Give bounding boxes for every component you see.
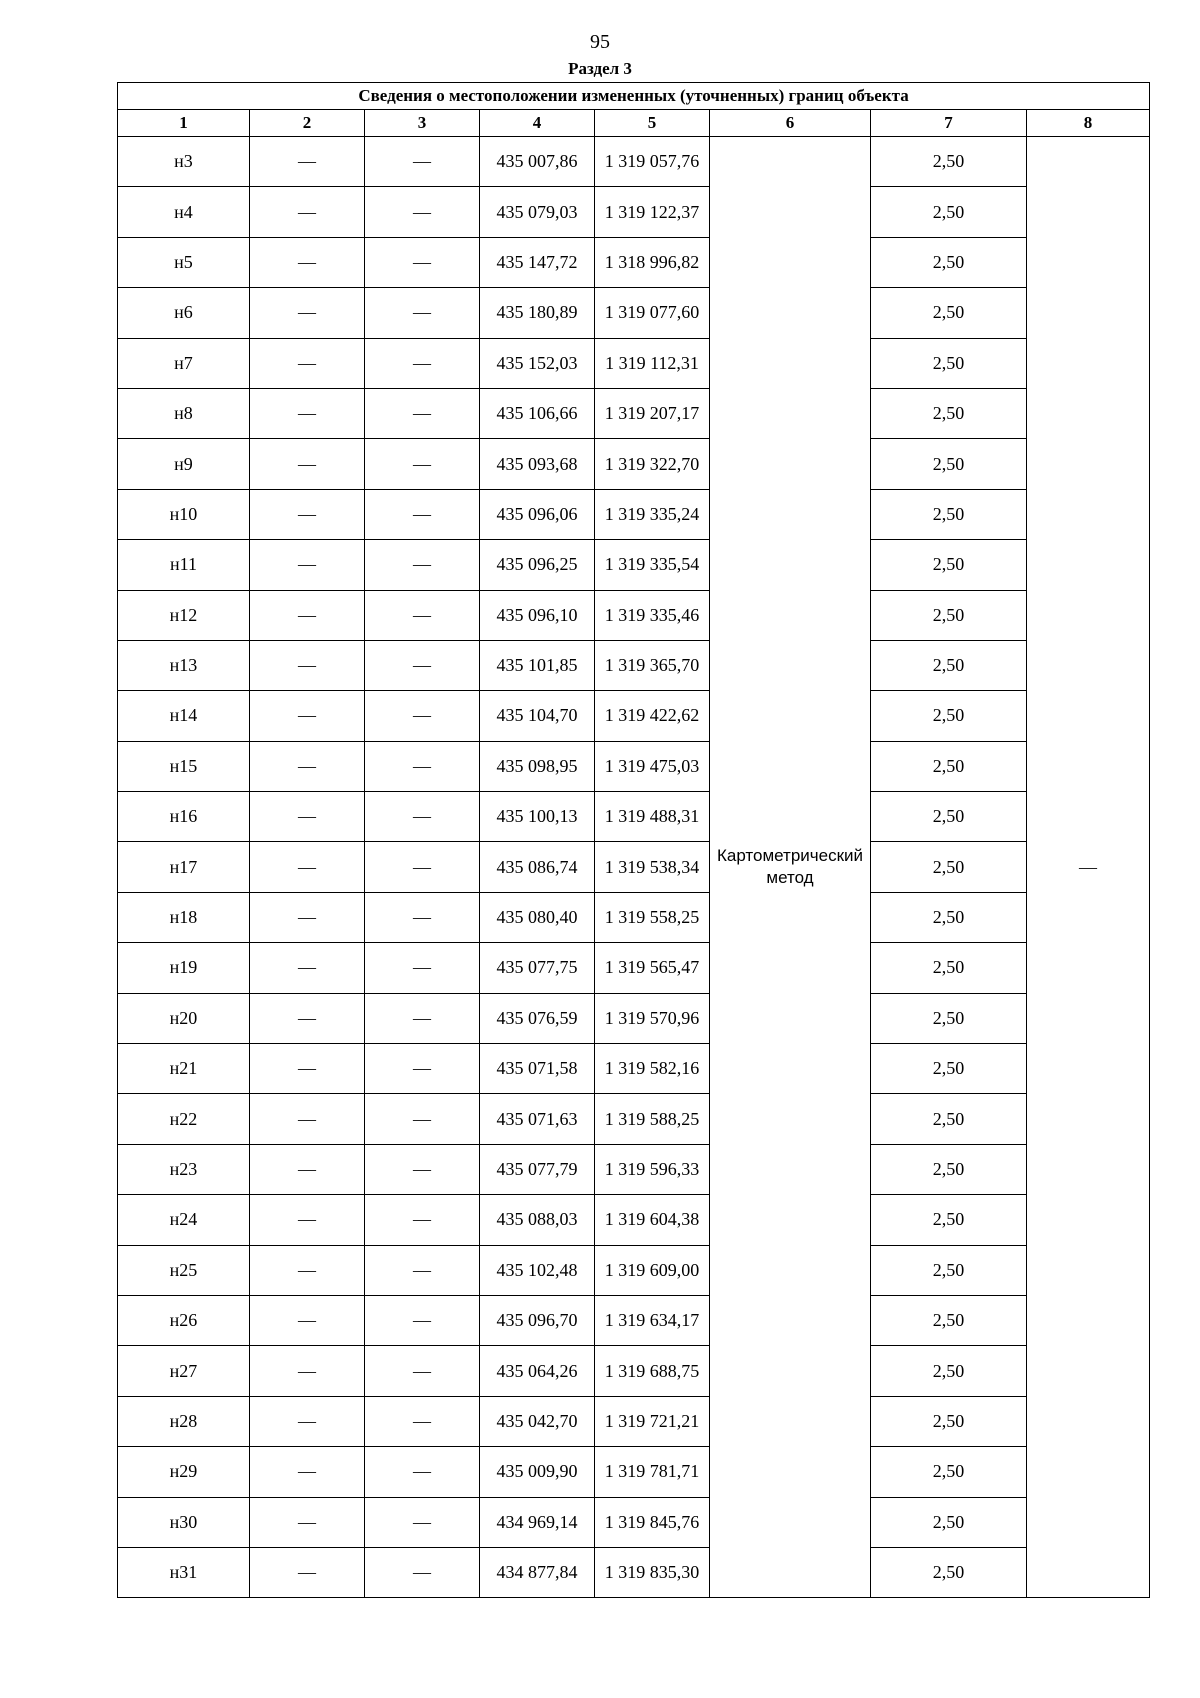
table-row [118, 842, 1150, 892]
column-2-cell: — [250, 1447, 365, 1497]
point-number-cell: н14 [118, 691, 250, 741]
y-coordinate-cell: 1 319 835,30 [595, 1547, 710, 1597]
table-row [118, 741, 1150, 791]
column-2-cell: — [250, 640, 365, 690]
column-3-cell: — [365, 691, 480, 741]
point-number-cell: н20 [118, 993, 250, 1043]
column-2-cell: — [250, 439, 365, 489]
accuracy-cell: 2,50 [871, 137, 1027, 187]
accuracy-cell: 2,50 [871, 489, 1027, 539]
accuracy-cell: 2,50 [871, 1447, 1027, 1497]
column-2-cell: — [250, 137, 365, 187]
table-row [118, 1547, 1150, 1597]
y-coordinate-cell: 1 319 604,38 [595, 1195, 710, 1245]
column-3-cell: — [365, 590, 480, 640]
table-row [118, 439, 1150, 489]
point-number-cell: н18 [118, 892, 250, 942]
column-2-cell: — [250, 1144, 365, 1194]
table-row [118, 540, 1150, 590]
column-3-cell: — [365, 1094, 480, 1144]
column-2-cell: — [250, 590, 365, 640]
table-row [118, 137, 1150, 187]
x-coordinate-cell: 435 064,26 [480, 1346, 595, 1396]
y-coordinate-cell: 1 319 845,76 [595, 1497, 710, 1547]
point-number-cell: н12 [118, 590, 250, 640]
column-3-cell: — [365, 892, 480, 942]
accuracy-cell: 2,50 [871, 338, 1027, 388]
table-row [118, 489, 1150, 539]
y-coordinate-cell: 1 319 538,34 [595, 842, 710, 892]
column-header-2: 2 [250, 110, 365, 137]
y-coordinate-cell: 1 318 996,82 [595, 237, 710, 287]
table-row [118, 1245, 1150, 1295]
table-row [118, 993, 1150, 1043]
column-2-cell: — [250, 1396, 365, 1446]
column-2-cell: — [250, 288, 365, 338]
table-row [118, 590, 1150, 640]
column-3-cell: — [365, 1547, 480, 1597]
table-row [118, 792, 1150, 842]
column-3-cell: — [365, 1447, 480, 1497]
column-3-cell: — [365, 338, 480, 388]
point-number-cell: н31 [118, 1547, 250, 1597]
table-row [118, 1094, 1150, 1144]
x-coordinate-cell: 435 096,70 [480, 1295, 595, 1345]
column-3-cell: — [365, 1195, 480, 1245]
accuracy-cell: 2,50 [871, 237, 1027, 287]
point-number-cell: н8 [118, 388, 250, 438]
table-row [118, 187, 1150, 237]
point-number-cell: н22 [118, 1094, 250, 1144]
point-number-cell: н21 [118, 1044, 250, 1094]
method-cell: Картометрический метод [710, 137, 871, 1598]
column-2-cell: — [250, 741, 365, 791]
accuracy-cell: 2,50 [871, 1245, 1027, 1295]
x-coordinate-cell: 435 077,75 [480, 943, 595, 993]
column-3-cell: — [365, 187, 480, 237]
point-number-cell: н19 [118, 943, 250, 993]
y-coordinate-cell: 1 319 570,96 [595, 993, 710, 1043]
point-number-cell: н7 [118, 338, 250, 388]
x-coordinate-cell: 435 009,90 [480, 1447, 595, 1497]
column-3-cell: — [365, 1497, 480, 1547]
column-3-cell: — [365, 842, 480, 892]
accuracy-cell: 2,50 [871, 943, 1027, 993]
point-number-cell: н16 [118, 792, 250, 842]
point-number-cell: н5 [118, 237, 250, 287]
x-coordinate-cell: 435 079,03 [480, 187, 595, 237]
accuracy-cell: 2,50 [871, 1144, 1027, 1194]
column-2-cell: — [250, 792, 365, 842]
y-coordinate-cell: 1 319 207,17 [595, 388, 710, 438]
column-3-cell: — [365, 288, 480, 338]
column-3-cell: — [365, 741, 480, 791]
accuracy-cell: 2,50 [871, 1195, 1027, 1245]
point-number-cell: н13 [118, 640, 250, 690]
column-3-cell: — [365, 1044, 480, 1094]
column-header-6: 6 [710, 110, 871, 137]
y-coordinate-cell: 1 319 122,37 [595, 187, 710, 237]
column-2-cell: — [250, 338, 365, 388]
column-2-cell: — [250, 1295, 365, 1345]
table-row [118, 691, 1150, 741]
column-3-cell: — [365, 1245, 480, 1295]
table-row [118, 338, 1150, 388]
column-3-cell: — [365, 388, 480, 438]
y-coordinate-cell: 1 319 335,24 [595, 489, 710, 539]
y-coordinate-cell: 1 319 365,70 [595, 640, 710, 690]
point-number-cell: н15 [118, 741, 250, 791]
point-number-cell: н11 [118, 540, 250, 590]
x-coordinate-cell: 435 106,66 [480, 388, 595, 438]
table-row [118, 1295, 1150, 1345]
column-3-cell: — [365, 943, 480, 993]
y-coordinate-cell: 1 319 588,25 [595, 1094, 710, 1144]
column-3-cell: — [365, 792, 480, 842]
x-coordinate-cell: 434 969,14 [480, 1497, 595, 1547]
column-3-cell: — [365, 1144, 480, 1194]
page-number: 95 [590, 31, 610, 53]
accuracy-cell: 2,50 [871, 1044, 1027, 1094]
accuracy-cell: 2,50 [871, 1396, 1027, 1446]
column-3-cell: — [365, 640, 480, 690]
point-number-cell: н6 [118, 288, 250, 338]
x-coordinate-cell: 435 088,03 [480, 1195, 595, 1245]
point-number-cell: н23 [118, 1144, 250, 1194]
y-coordinate-cell: 1 319 422,62 [595, 691, 710, 741]
boundary-coordinates-table [117, 82, 1150, 1598]
x-coordinate-cell: 435 093,68 [480, 439, 595, 489]
column-2-cell: — [250, 388, 365, 438]
table-row [118, 1447, 1150, 1497]
column-2-cell: — [250, 892, 365, 942]
y-coordinate-cell: 1 319 596,33 [595, 1144, 710, 1194]
column-header-1: 1 [118, 110, 250, 137]
point-number-cell: н29 [118, 1447, 250, 1497]
x-coordinate-cell: 435 102,48 [480, 1245, 595, 1295]
y-coordinate-cell: 1 319 634,17 [595, 1295, 710, 1345]
column-2-cell: — [250, 993, 365, 1043]
column-2-cell: — [250, 691, 365, 741]
column-2-cell: — [250, 1195, 365, 1245]
column-3-cell: — [365, 137, 480, 187]
column-3-cell: — [365, 540, 480, 590]
y-coordinate-cell: 1 319 077,60 [595, 288, 710, 338]
x-coordinate-cell: 435 180,89 [480, 288, 595, 338]
accuracy-cell: 2,50 [871, 993, 1027, 1043]
y-coordinate-cell: 1 319 582,16 [595, 1044, 710, 1094]
point-number-cell: н4 [118, 187, 250, 237]
column-3-cell: — [365, 993, 480, 1043]
y-coordinate-cell: 1 319 609,00 [595, 1245, 710, 1295]
point-number-cell: н9 [118, 439, 250, 489]
table-row [118, 1195, 1150, 1245]
accuracy-cell: 2,50 [871, 1094, 1027, 1144]
x-coordinate-cell: 435 042,70 [480, 1396, 595, 1446]
accuracy-cell: 2,50 [871, 842, 1027, 892]
column-2-cell: — [250, 489, 365, 539]
x-coordinate-cell: 435 100,13 [480, 792, 595, 842]
column-header-7: 7 [871, 110, 1027, 137]
accuracy-cell: 2,50 [871, 439, 1027, 489]
x-coordinate-cell: 435 152,03 [480, 338, 595, 388]
column-3-cell: — [365, 1346, 480, 1396]
accuracy-cell: 2,50 [871, 792, 1027, 842]
x-coordinate-cell: 435 147,72 [480, 237, 595, 287]
table-row [118, 943, 1150, 993]
x-coordinate-cell: 435 101,85 [480, 640, 595, 690]
accuracy-cell: 2,50 [871, 640, 1027, 690]
y-coordinate-cell: 1 319 781,71 [595, 1447, 710, 1497]
accuracy-cell: 2,50 [871, 590, 1027, 640]
y-coordinate-cell: 1 319 475,03 [595, 741, 710, 791]
column-header-4: 4 [480, 110, 595, 137]
table-row [118, 237, 1150, 287]
y-coordinate-cell: 1 319 335,54 [595, 540, 710, 590]
column-2-cell: — [250, 187, 365, 237]
column-2-cell: — [250, 1346, 365, 1396]
y-coordinate-cell: 1 319 322,70 [595, 439, 710, 489]
column-3-cell: — [365, 1396, 480, 1446]
column-header-5: 5 [595, 110, 710, 137]
x-coordinate-cell: 435 096,06 [480, 489, 595, 539]
column-3-cell: — [365, 489, 480, 539]
x-coordinate-cell: 435 096,25 [480, 540, 595, 590]
accuracy-cell: 2,50 [871, 540, 1027, 590]
y-coordinate-cell: 1 319 488,31 [595, 792, 710, 842]
point-number-cell: н28 [118, 1396, 250, 1446]
x-coordinate-cell: 434 877,84 [480, 1547, 595, 1597]
table-body [118, 137, 1150, 1598]
accuracy-cell: 2,50 [871, 741, 1027, 791]
y-coordinate-cell: 1 319 335,46 [595, 590, 710, 640]
x-coordinate-cell: 435 098,95 [480, 741, 595, 791]
table-row [118, 288, 1150, 338]
x-coordinate-cell: 435 096,10 [480, 590, 595, 640]
table-row [118, 1044, 1150, 1094]
accuracy-cell: 2,50 [871, 1346, 1027, 1396]
y-coordinate-cell: 1 319 112,31 [595, 338, 710, 388]
section-title: Раздел 3 [568, 59, 632, 78]
x-coordinate-cell: 435 086,74 [480, 842, 595, 892]
table-row [118, 1346, 1150, 1396]
column-header-8: 8 [1027, 110, 1150, 137]
accuracy-cell: 2,50 [871, 691, 1027, 741]
x-coordinate-cell: 435 007,86 [480, 137, 595, 187]
column-3-cell: — [365, 439, 480, 489]
column-3-cell: — [365, 1295, 480, 1345]
column-3-cell: — [365, 237, 480, 287]
table-row [118, 1144, 1150, 1194]
x-coordinate-cell: 435 080,40 [480, 892, 595, 942]
point-number-cell: н30 [118, 1497, 250, 1547]
table-caption: Сведения о местоположении измененных (уточненных) границ объекта [118, 83, 1150, 110]
accuracy-cell: 2,50 [871, 388, 1027, 438]
table-row [118, 892, 1150, 942]
y-coordinate-cell: 1 319 721,21 [595, 1396, 710, 1446]
point-number-cell: н17 [118, 842, 250, 892]
accuracy-cell: 2,50 [871, 1295, 1027, 1345]
x-coordinate-cell: 435 071,58 [480, 1044, 595, 1094]
column-2-cell: — [250, 237, 365, 287]
table-row [118, 640, 1150, 690]
y-coordinate-cell: 1 319 565,47 [595, 943, 710, 993]
table-row [118, 1396, 1150, 1446]
x-coordinate-cell: 435 076,59 [480, 993, 595, 1043]
column-2-cell: — [250, 1497, 365, 1547]
column-2-cell: — [250, 943, 365, 993]
x-coordinate-cell: 435 104,70 [480, 691, 595, 741]
column-header-3: 3 [365, 110, 480, 137]
point-number-cell: н3 [118, 137, 250, 187]
accuracy-cell: 2,50 [871, 1547, 1027, 1597]
point-number-cell: н24 [118, 1195, 250, 1245]
x-coordinate-cell: 435 077,79 [480, 1144, 595, 1194]
table-row [118, 1497, 1150, 1547]
point-number-cell: н27 [118, 1346, 250, 1396]
point-number-cell: н25 [118, 1245, 250, 1295]
column-2-cell: — [250, 1044, 365, 1094]
accuracy-cell: 2,50 [871, 187, 1027, 237]
point-number-cell: н10 [118, 489, 250, 539]
table-row [118, 388, 1150, 438]
accuracy-cell: 2,50 [871, 892, 1027, 942]
x-coordinate-cell: 435 071,63 [480, 1094, 595, 1144]
column-8-cell: — [1027, 137, 1150, 1598]
accuracy-cell: 2,50 [871, 1497, 1027, 1547]
y-coordinate-cell: 1 319 558,25 [595, 892, 710, 942]
column-2-cell: — [250, 842, 365, 892]
column-2-cell: — [250, 1094, 365, 1144]
y-coordinate-cell: 1 319 057,76 [595, 137, 710, 187]
column-2-cell: — [250, 1245, 365, 1295]
column-2-cell: — [250, 540, 365, 590]
accuracy-cell: 2,50 [871, 288, 1027, 338]
point-number-cell: н26 [118, 1295, 250, 1345]
y-coordinate-cell: 1 319 688,75 [595, 1346, 710, 1396]
column-2-cell: — [250, 1547, 365, 1597]
